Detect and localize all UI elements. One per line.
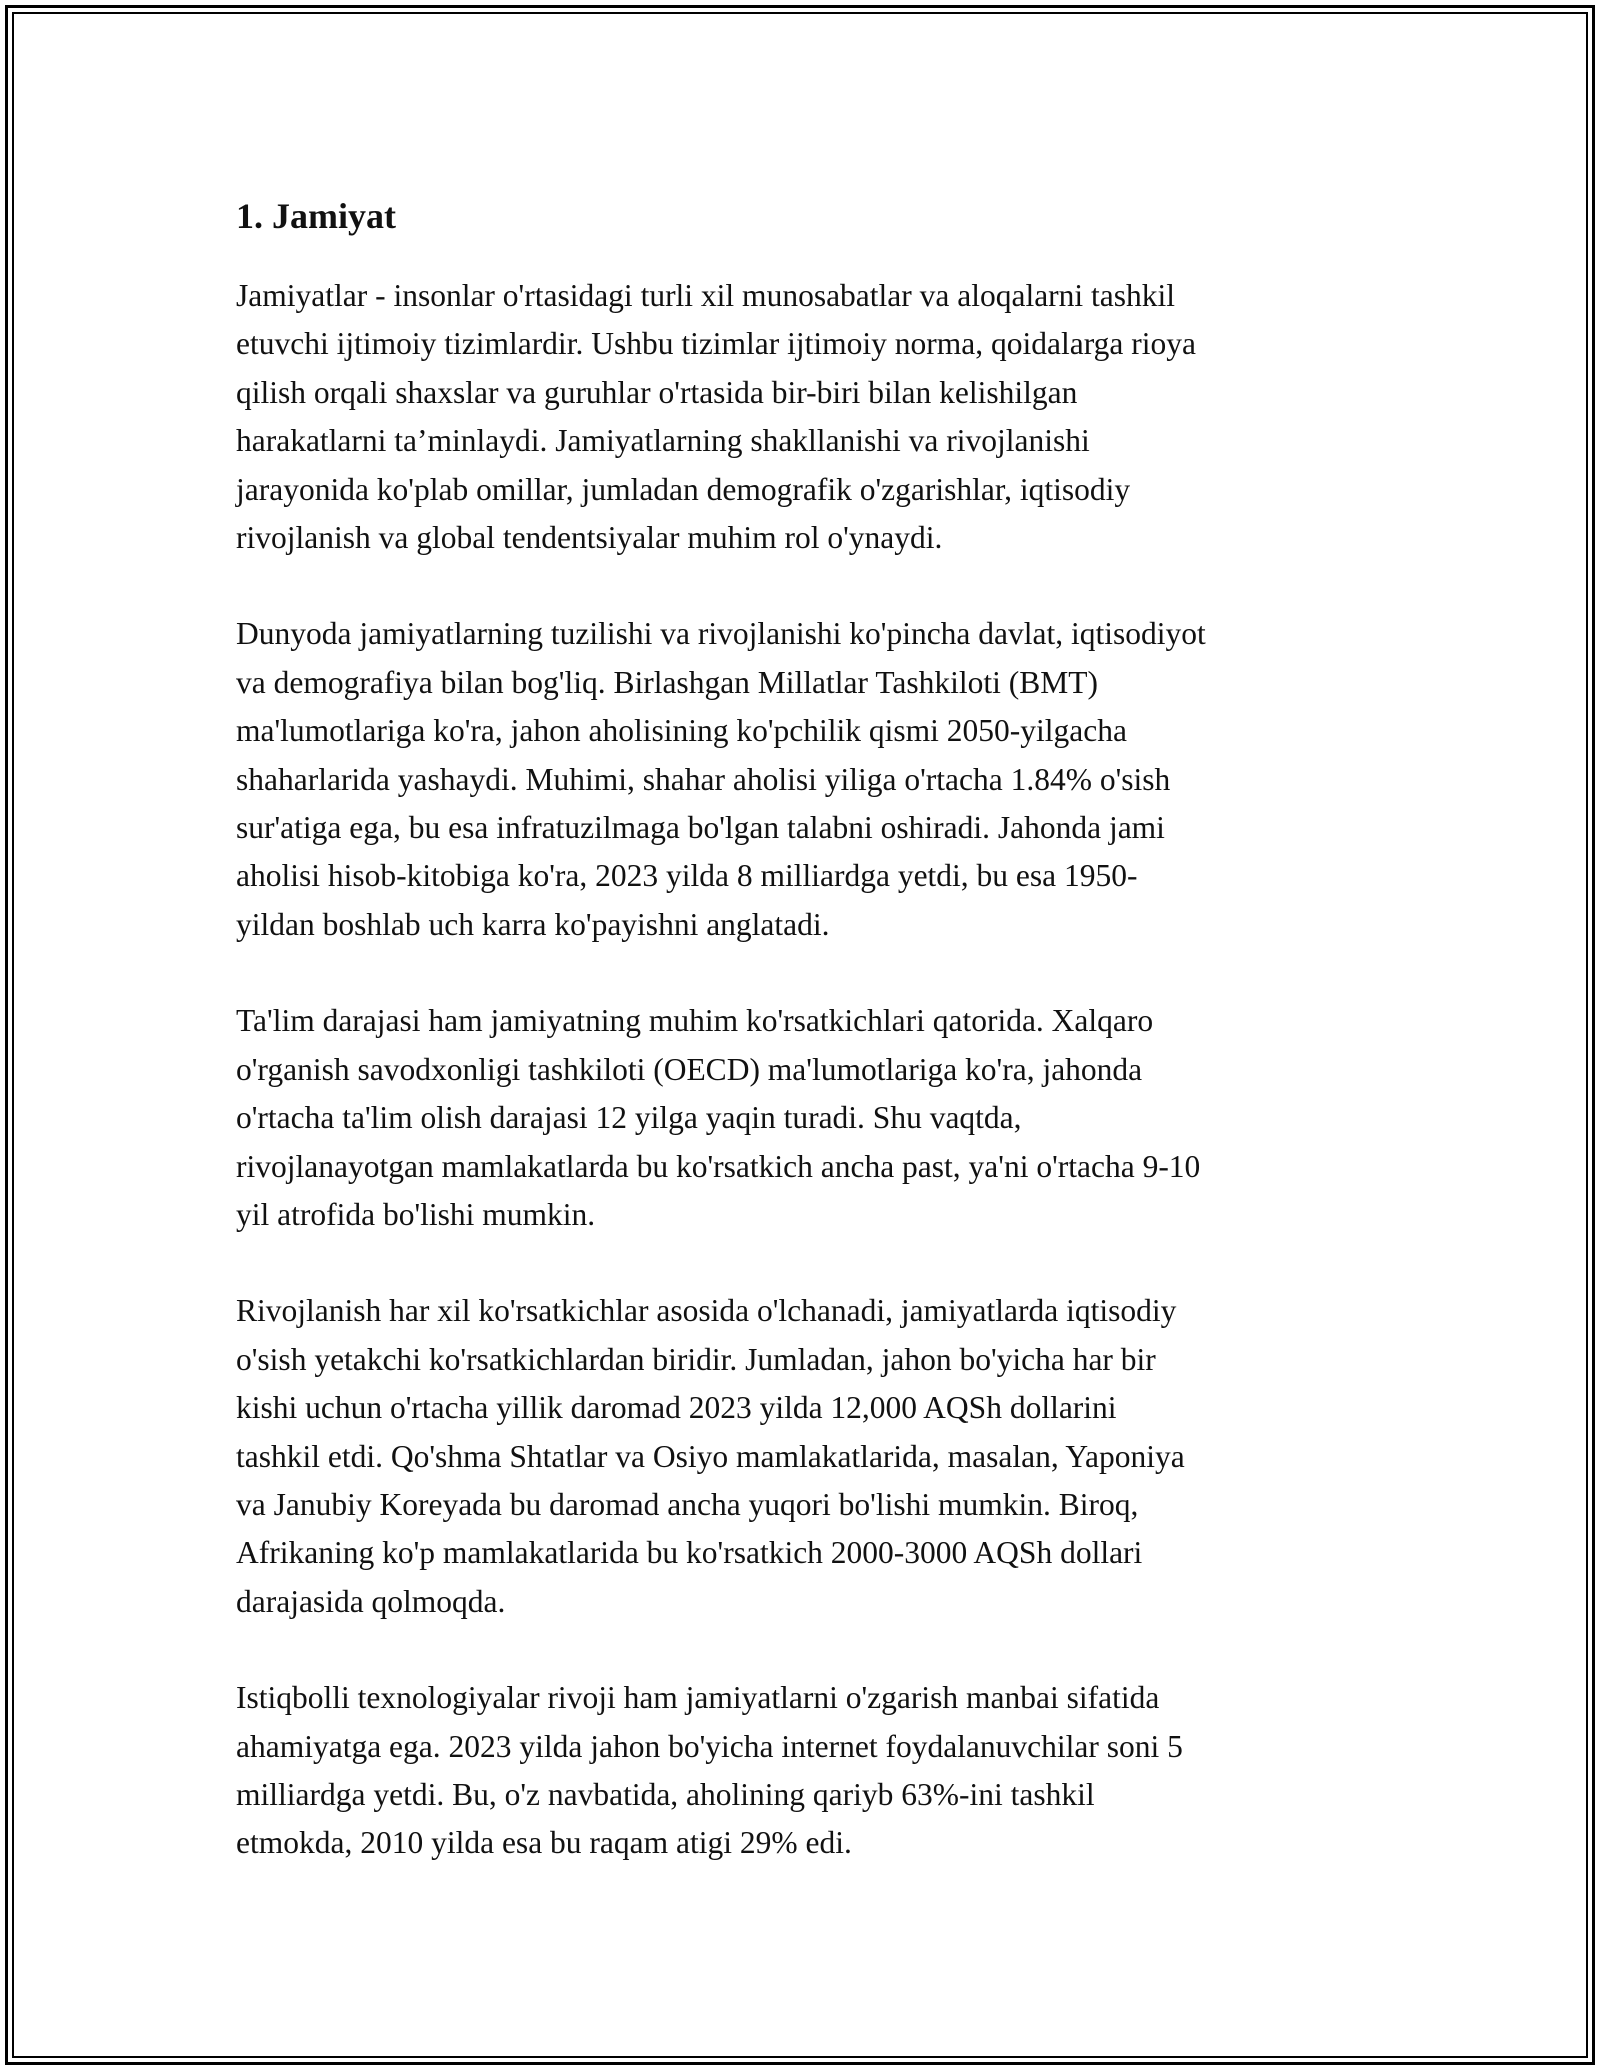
section-heading: 1. Jamiyat bbox=[236, 196, 396, 236]
paragraph-technology: Istiqbolli texnologiyalar rivoji ham jamiyatlarni o'zgarish manbai sifatida ahamiyatga ega. 2023 yilda jahon bo'yicha internet foydalanuvchilar soni 5 milliardga yetdi. Bu, o'z navbatida, aholining qariyb 63%-ini tashkil etmokda, 2010 yilda esa bu raqam atigi 29% edi. bbox=[236, 1680, 1183, 1861]
paragraph-education: Ta'lim darajasi ham jamiyatning muhim ko'rsatkichlari qatorida. Xalqaro o'rganish savodxonligi tashkiloti (OECD) ma'lumotlariga ko'ra, jahonda o'rtacha ta'lim olish darajasi 12 yilga yaqin turadi. Shu vaqtda, rivojlanayotgan mamlakatlarda bu ko'rsatkich ancha past, ya'ni o'rtacha 9-10 yil atrofida bo'lishi mumkin. bbox=[236, 1003, 1201, 1232]
paragraph-population: Dunyoda jamiyatlarning tuzilishi va rivojlanishi ko'pincha davlat, iqtisodiyot va demografiya bilan bog'liq. Birlashgan Millatlar Tashkiloti (BMT) ma'lumotlariga ko'ra, jahon aholisining ko'pchilik qismi 2050-yilgacha shaharlarida yashaydi. Muhimi, shahar aholisi yiliga o'rtacha 1.84% o'sish sur'atiga ega, bu esa infratuzilmaga bo'lgan talabni oshiradi. Jahonda jami aholisi hisob-kitobiga ko'ra, 2023 yilda 8 milliardga yetdi, bu esa 1950- yildan boshlab uch karra ko'payishni anglatadi. bbox=[236, 616, 1206, 942]
paragraph-income: Rivojlanish har xil ko'rsatkichlar asosida o'lchanadi, jamiyatlarda iqtisodiy o'sish yetakchi ko'rsatkichlardan biridir. Jumladan, jahon bo'yicha har bir kishi uchun o'rtacha yillik daromad 2023 yilda 12,000 AQSh dollarini tashkil etdi. Qo'shma Shtatlar va Osiyo mamlakatlarida, masalan, Yaponiya va Janubiy Koreyada bu daromad ancha yuqori bo'lishi mumkin. Biroq, Afrikaning ko'p mamlakatlarida bu ko'rsatkich 2000-3000 AQSh dollari darajasida qolmoqda. bbox=[236, 1293, 1185, 1619]
paragraph-intro: Jamiyatlar - insonlar o'rtasidagi turli xil munosabatlar va aloqalarni tashkil etuvchi ijtimoiy tizimlardir. Ushbu tizimlar ijtimoiy norma, qoidalarga rioya qilish orqali shaxslar va guruhlar o'rtasida bir-biri bilan kelishilgan harakatlarni ta’minlaydi. Jamiyatlarning shakllanishi va rivojlanishi jarayonida ko'plab omillar, jumladan demografik o'zgarishlar, iqtisodiy rivojlanish va global tendentsiyalar muhim rol o'ynaydi. bbox=[236, 278, 1196, 556]
document-body bbox=[236, 186, 1376, 1916]
